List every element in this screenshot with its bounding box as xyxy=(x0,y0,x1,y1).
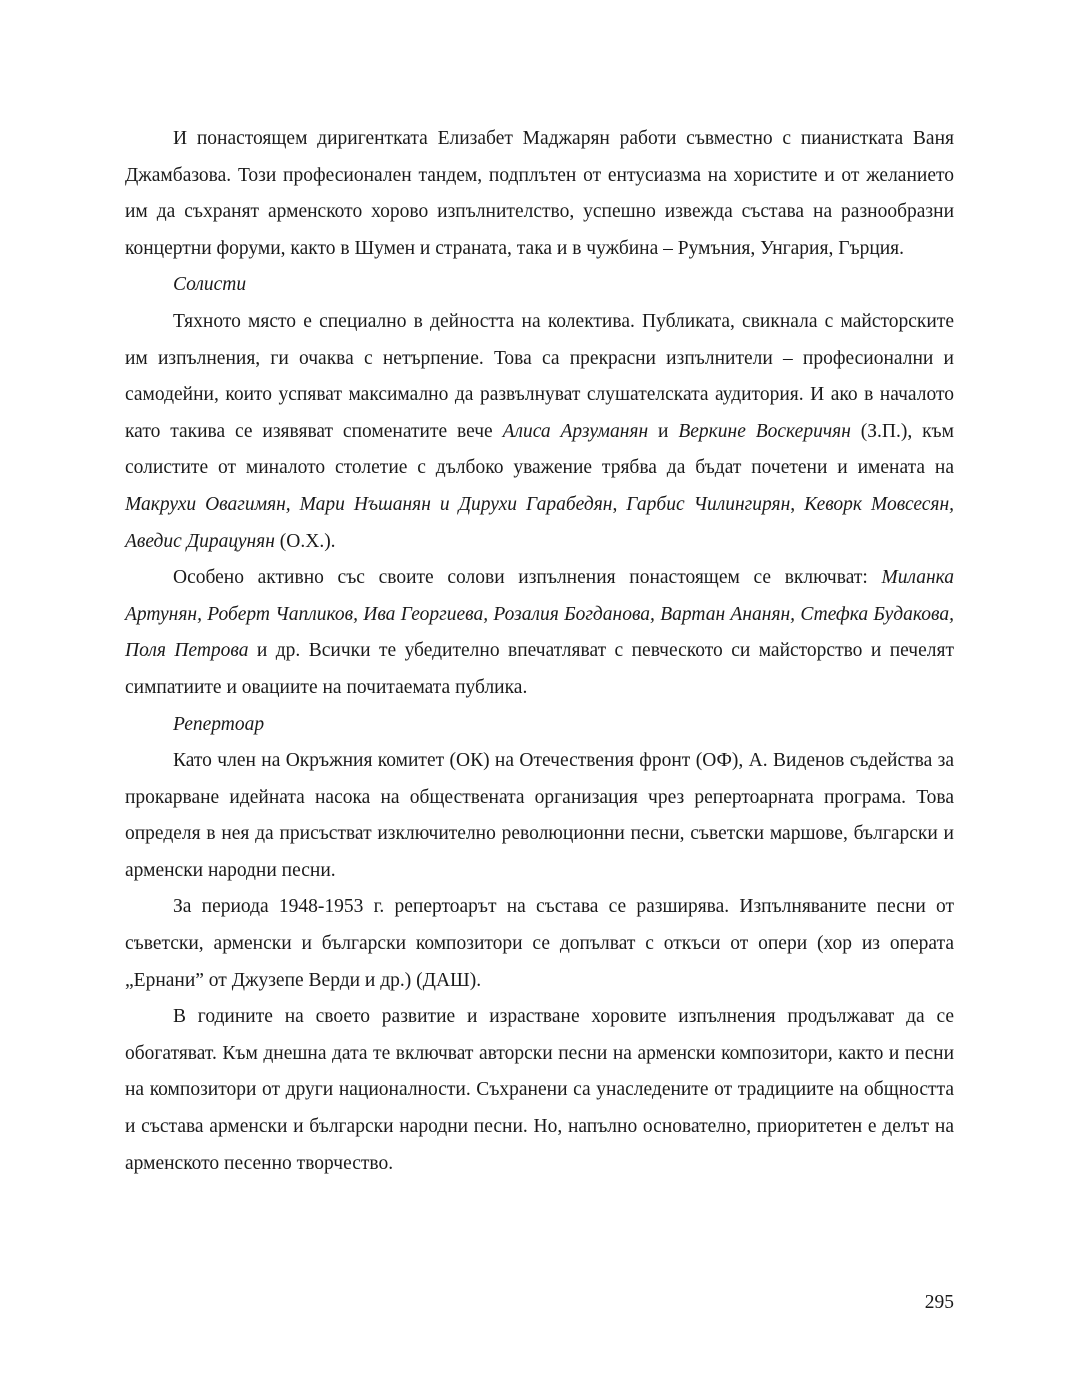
paragraph-repertoire-today: В годините на своето развитие и израстване хоровите изпълнения продължават да се обогатяват. Към днешна дата те включват авторски песни на арменски композитори, както и песни на композитори от други националности. Съхранени са унаследените от традициите на общността и състава арменски и български народни песни. Но, напълно основателно, приоритетен е делът на арменското песенно творчество. xyxy=(125,1006,954,1174)
section-heading-soloists: Солисти xyxy=(173,274,247,296)
section-heading-repertoire: Репертоар xyxy=(173,713,265,735)
page-number: 295 xyxy=(924,1292,954,1313)
paragraph-soloists: Тяхното място е специално в дейността на колектива. Публиката, свикнала с майсторските им изпълнения, ги очаква с нетърпение. Това са прекрасни изпълнители – професионални и самодейни, които успяват максимално да развълнуват слушателската аудитория. И ако в началото като такива се изявяват споменатите вече Алиса Арзуманян и Веркине Воскеричян (З.П.), към солистите от миналото столетие с дълбоко уважение трябва да бъдат почетени и имената на Макрухи Овагимян, Мари Нъшанян и Дирухи Гарабедян, Гарбис Чилингирян, Кеворк Мовсесян, Аведис Дирацунян (О.Х.). xyxy=(125,310,955,552)
paragraph-current-soloists: Особено активно със своите солови изпълнения понастоящем се включват: Миланка Артунян, Роберт Чапликов, Ива Георгиева, Розалия Богданова, Вартан Ананян, Стефка Будакова, Поля Петрова и др. Всички те убедително впечатляват с певческото си майсторство и печелят симпатиите и овациите на почитаемата публика. xyxy=(125,567,954,698)
paragraph-ensemble-tandem: И понастоящем диригентката Елизабет Маджарян работи съвместно с пианистката Ваня Джамбазова. Този професионален тандем, подплътен от ентусиазма на хористите и от желанието им да съхранят арменското хорово изпълнителство, успешно извежда състава на разнообразни концертни форуми, както в Шумен и страната, така и в чужбина – Румъния, Унгария, Гърция. xyxy=(125,128,954,259)
paragraph-repertoire-program: Като член на Окръжния комитет (ОК) на Отечествения фронт (ОФ), А. Виденов съдейства за прокарване идейната насока на обществената организация чрез репертоарната програма. Това определя в нея да присъстват изключително революционни песни, съветски маршове, български и арменски народни песни. xyxy=(125,750,954,881)
body-text xyxy=(125,121,954,1182)
paragraph-repertoire-expansion: За периода 1948-1953 г. репертоарът на състава се разширява. Изпълняваните песни от съветски, арменски и български композитори се допълват с откъси от опери (хор из операта „Ернани” от Джузепе Верди и др.) (ДАШ). xyxy=(125,896,954,991)
